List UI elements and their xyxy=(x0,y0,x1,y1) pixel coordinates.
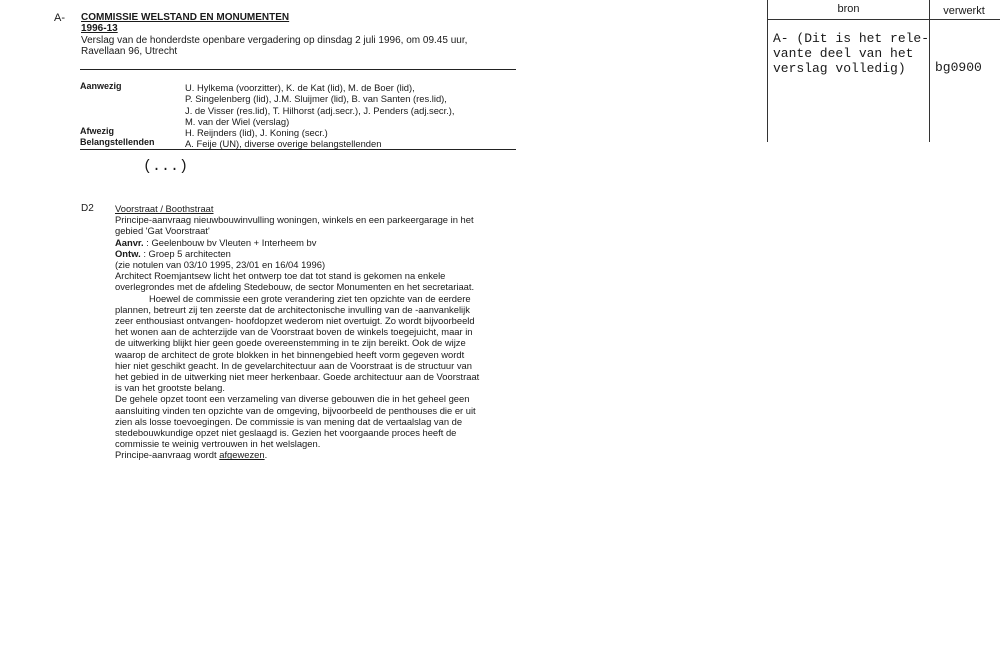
designer-value: : Groep 5 architecten xyxy=(143,247,231,259)
document-title: COMMISSIE WELSTAND EN MONUMENTEN xyxy=(81,12,290,23)
intro-line: Verslag van de honderdste openbare vergadering op dinsdag 2 juli 1996, om 09.45 uur, xyxy=(81,35,468,46)
conclusion-decision: afgewezen xyxy=(219,449,265,461)
discussion-line: zeer enthousiast ontvangen- hoofdopzet wederom niet overtuigt. Zo wordt bijvoorbeeld xyxy=(115,315,475,327)
attendance-line: M. van der Wiel (verslag) xyxy=(185,115,290,127)
bron-note-line: verslag volledig) xyxy=(773,61,906,76)
table-divider-left xyxy=(767,0,768,142)
conclusion-line xyxy=(115,449,520,460)
attendance-line: H. Reijnders (lid), J. Koning (secr.) xyxy=(185,127,328,139)
discussion-line: overlegrondes met de afdeling Stedebouw, de sector Monumenten en het secretariaat. xyxy=(115,281,475,293)
discussion-line: De gehele opzet toont een verzameling van diverse gebouwen die in het geheel geen xyxy=(115,393,470,405)
bron-note-line: A- (Dit is het rele- xyxy=(773,31,930,46)
item-code: D2 xyxy=(81,203,94,214)
discussion-line: hier niet geschikt geacht. In de gevelarchitectuur aan de Voorstraat is de structuur van xyxy=(115,359,472,371)
discussion-line: de uitwerking blijkt hier geen goede overeenstemming in te zijn bereikt. Ook de wijze xyxy=(115,337,466,349)
conclusion-prefix: Principe-aanvraag wordt xyxy=(115,449,220,461)
table-divider-middle xyxy=(929,0,930,142)
item-subject: Voorstraat / Boothstraat xyxy=(115,203,214,214)
present-label: Aanwezig xyxy=(80,81,122,91)
discussion-line: waarop de architect de grote blokken in het binnengebied heeft vorm gegeven wordt xyxy=(115,348,465,360)
meeting-intro xyxy=(81,35,521,57)
omission-ellipsis: (...) xyxy=(143,158,189,175)
discussion-line: Architect Roemjantsew licht het ontwerp toe dat tot stand is gekomen na enkele xyxy=(115,270,446,282)
rule-bottom xyxy=(80,149,516,150)
discussion-line: aansluiting vinden ten opzichte van de omgeving, bijvoorbeeld de penthouses die er uit xyxy=(115,404,476,416)
absent-label: Afwezig xyxy=(80,126,115,136)
column-header-verwerkt: verwerkt xyxy=(943,5,985,17)
attendance-line: A. Feije (UN), diverse overige belangstellenden xyxy=(185,138,382,150)
applicant-value: : Geelenbouw bv Vleuten + Interheem bv xyxy=(146,236,317,248)
attendance-line: J. de Visser (res.lid), T. Hilhorst (adj.secr.), J. Penders (adj.secr.), xyxy=(185,104,455,116)
attendance-line: U. Hylkema (voorzitter), K. de Kat (lid), M. de Boer (lid), xyxy=(185,82,415,93)
item-body xyxy=(115,203,520,461)
bron-note xyxy=(773,31,929,76)
section-marker: A- xyxy=(54,12,65,24)
discussion-line: commissie te weinig vertrouwen in het welslagen. xyxy=(115,438,321,450)
item-line: gebied 'Gat Voorstraat' xyxy=(115,225,210,237)
bron-note-line: vante deel van het xyxy=(773,46,914,61)
discussion-line: is van het grootste belang. xyxy=(115,382,225,394)
document-number: 1996-13 xyxy=(81,23,118,34)
applicant-row xyxy=(115,237,520,248)
discussion-line: stedebouwkundige opzet niet geslaagd is. Gezien het voorgaande proces heeft de xyxy=(115,427,457,439)
stakeholders-label: Belangstellenden xyxy=(80,137,155,147)
discussion-line: plannen, betreurt zij ten zeerste dat de architectonische invulling van de -aanvankelijk xyxy=(115,303,470,315)
column-header-bron: bron xyxy=(837,3,860,15)
discussion-line: (zie notulen van 03/10 1995, 23/01 en 16/04 1996) xyxy=(115,259,326,271)
item-line: Principe-aanvraag nieuwbouwinvulling woningen, winkels en een parkeergarage in het xyxy=(115,214,474,226)
intro-line: Ravellaan 96, Utrecht xyxy=(81,46,178,57)
discussion-line: zien als losse toevoegingen. De commissie is van mening dat de vertaalslag van de xyxy=(115,415,463,427)
discussion-line: Hoewel de commissie een grote verandering ziet ten opzichte van de eerdere xyxy=(149,292,471,304)
table-header-rule xyxy=(767,19,1000,20)
designer-label: Ontw. xyxy=(115,247,141,259)
attendance-line: P. Singelenberg (lid), J.M. Sluijmer (lid), B. van Santen (res.lid), xyxy=(185,93,447,105)
applicant-label: Aanvr. xyxy=(115,236,144,248)
attendance-list xyxy=(185,82,455,150)
conclusion-suffix: . xyxy=(264,449,268,461)
designer-row xyxy=(115,248,520,259)
discussion-line: het gebied in de uitwerking niet meer herkenbaar. Goede architectuur aan de Voorstraat xyxy=(115,371,480,383)
rule-top xyxy=(80,69,516,70)
verwerkt-code: bg0900 xyxy=(935,60,982,75)
discussion-line: het wonen aan de achterzijde van de Voorstraat boven de winkels toegejuicht, maar in xyxy=(115,326,473,338)
